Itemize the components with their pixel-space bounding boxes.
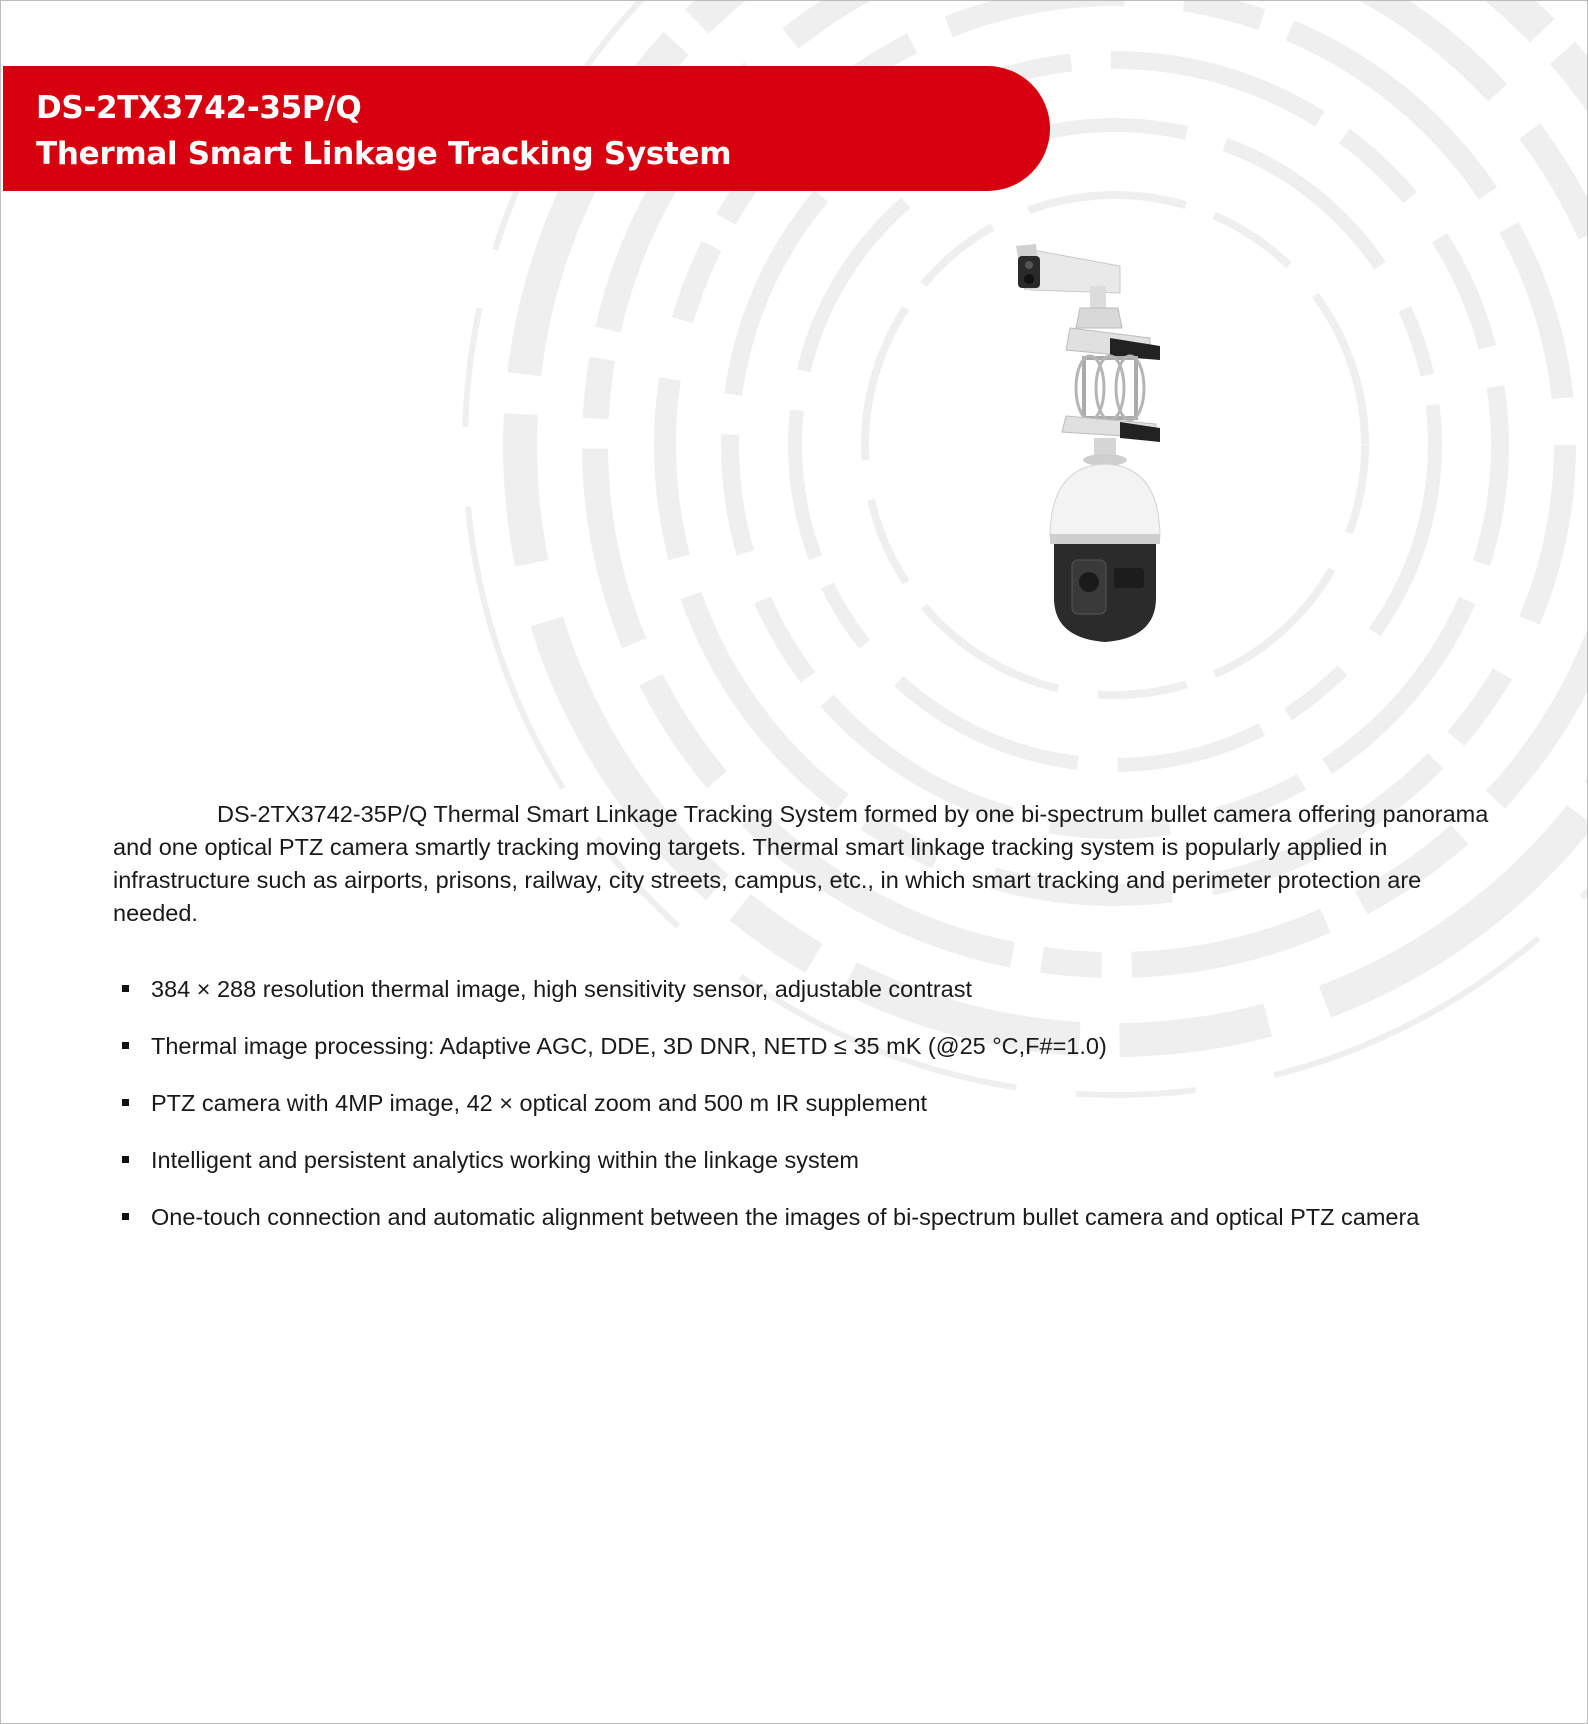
- square-bullet-icon: [122, 1042, 129, 1049]
- feature-item: [113, 1200, 1573, 1257]
- feature-text: Intelligent and persistent analytics working within the linkage system: [151, 1147, 859, 1173]
- product-title: Thermal Smart Linkage Tracking System: [36, 136, 732, 172]
- model-number: DS-2TX3742-35P/Q: [36, 90, 362, 126]
- feature-text: One-touch connection and automatic alignment between the images of bi-spectrum bullet camera and optical PTZ camera: [151, 1204, 1420, 1230]
- feature-item: [113, 1029, 1573, 1086]
- header-banner: [3, 66, 1050, 191]
- feature-text: Thermal image processing: Adaptive AGC, DDE, 3D DNR, NETD ≤ 35 mK (@25 °C,F#=1.0): [151, 1033, 1107, 1059]
- feature-item: [113, 1143, 1573, 1200]
- feature-text: 384 × 288 resolution thermal image, high sensitivity sensor, adjustable contrast: [151, 976, 973, 1002]
- feature-item: [113, 972, 1573, 1029]
- product-description: DS-2TX3742-35P/Q Thermal Smart Linkage Tracking System formed by one bi-spectrum bullet camera offering panorama and one optical PTZ camera smartly tracking moving targets. Thermal smart linkage tracking system is popularly applied in infrastructure such as airports, prisons, railway, city streets, campus, etc., in which smart tracking and perimeter protection are needed.: [113, 801, 1489, 926]
- square-bullet-icon: [122, 1213, 129, 1220]
- feature-text: PTZ camera with 4MP image, 42 × optical zoom and 500 m IR supplement: [151, 1090, 928, 1116]
- thermal-linkage-camera-image: [1010, 238, 1210, 668]
- square-bullet-icon: [122, 985, 129, 992]
- feature-list: [113, 972, 1573, 1257]
- feature-item: [113, 1086, 1573, 1143]
- square-bullet-icon: [122, 1156, 129, 1163]
- square-bullet-icon: [122, 1099, 129, 1106]
